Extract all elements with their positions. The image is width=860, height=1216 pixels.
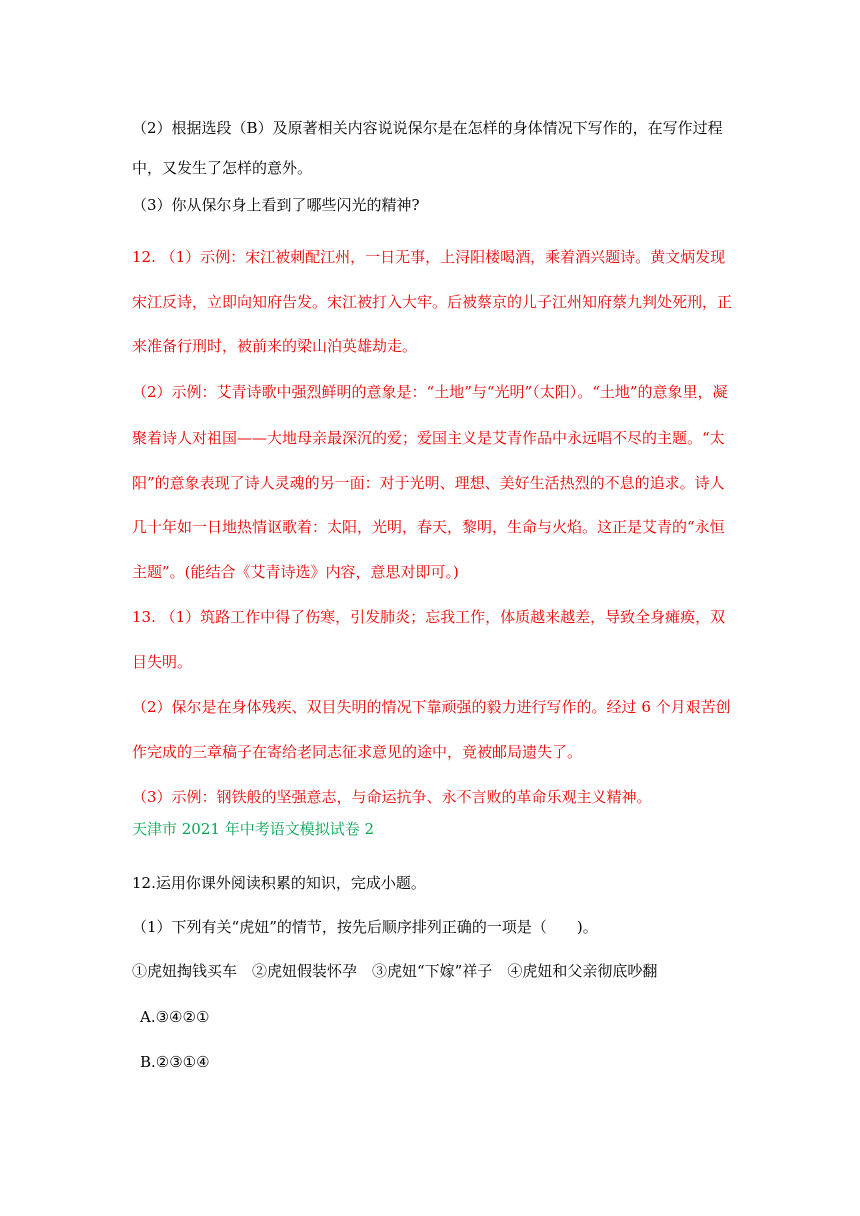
- answer-line: 来准备行刑时，被前来的梁山泊英雄劫走。: [132, 337, 418, 355]
- answer-line: 13. （1）筑路工作中得了伤寒，引发肺炎；忘我工作，体质越来越差，导致全身瘫痪，双: [132, 608, 726, 626]
- option-b: B.②③①④: [140, 1053, 210, 1071]
- answer-line: 宋江反诗，立即向知府告发。宋江被打入大牢。后被蔡京的儿子江州知府蔡九判处死刑，正: [132, 293, 733, 311]
- question-line: （3）你从保尔身上看到了哪些闪光的精神?: [132, 196, 420, 214]
- answer-line: 作完成的三章稿子在寄给老同志征求意见的途中，竟被邮局遗失了。: [132, 743, 583, 761]
- answer-line: （2）保尔是在身体残疾、双目失明的情况下靠顽强的毅力进行写作的。经过 6 个月艰苦创: [132, 698, 731, 716]
- answer-line: （2）示例：艾青诗歌中强烈鲜明的意象是：“土地”与“光明”（太阳）。“土地”的意象里，凝: [132, 383, 728, 401]
- question-line: ①虎妞掏钱买车 ②虎妞假装怀孕 ③虎妞“下嫁”祥子 ④虎妞和父亲彻底吵翻: [132, 962, 658, 980]
- answer-line: 几十年如一日地热情讴歌着：太阳，光明，春天，黎明，生命与火焰。这正是艾青的“永恒: [132, 518, 725, 536]
- question-line: 中，又发生了怎样的意外。: [132, 159, 313, 177]
- question-line: （1）下列有关“虎妞”的情节，按先后顺序排列正确的一项是（ )。: [132, 918, 598, 936]
- answer-line: （3）示例：钢铁般的坚强意志，与命运抗争、永不言败的革命乐观主义精神。: [132, 788, 652, 806]
- answer-line: 目失明。: [132, 653, 193, 671]
- answer-line: 12. （1）示例：宋江被刺配江州，一日无事，上浔阳楼喝酒，乘着酒兴题诗。黄文炳发现: [132, 248, 726, 266]
- answer-line: 聚着诗人对祖国——大地母亲最深沉的爱；爱国主义是艾青作品中永远唱不尽的主题。“太: [132, 429, 725, 447]
- answer-line: 主题”。(能结合《艾青诗选》内容，意思对即可。): [132, 563, 459, 581]
- section-heading: 天津市 2021 年中考语文模拟试卷 2: [132, 820, 375, 838]
- question-line: （2）根据选段（B）及原著相关内容说说保尔是在怎样的身体情况下写作的，在写作过程: [132, 119, 723, 137]
- answer-line: 阳”的意象表现了诗人灵魂的另一面：对于光明、理想、美好生活热烈的不息的追求。诗人: [132, 474, 725, 492]
- option-a: A.③④②①: [140, 1008, 210, 1026]
- question-line: 12.运用你课外阅读积累的知识，完成小题。: [132, 874, 426, 892]
